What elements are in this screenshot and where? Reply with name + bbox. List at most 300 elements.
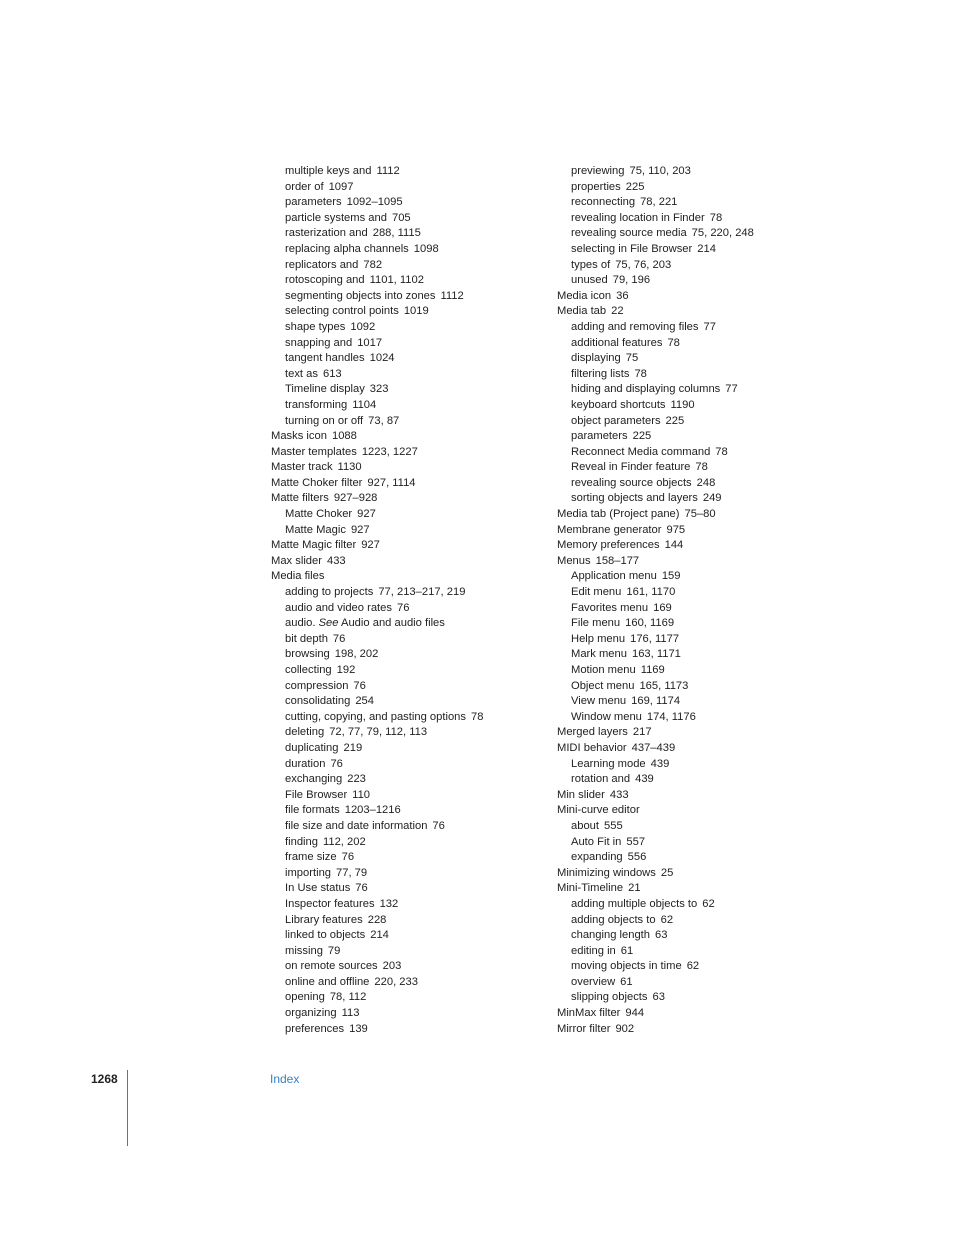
index-term: types of — [571, 258, 611, 271]
index-term: Application menu — [571, 570, 657, 583]
index-subentry — [271, 866, 571, 882]
index-page-refs: 1223, 1227 — [361, 445, 418, 458]
index-page-refs: 556 — [627, 851, 647, 864]
index-term: importing — [285, 866, 332, 879]
index-page-refs: 165, 1173 — [639, 679, 689, 692]
index-page-refs: 158–177 — [595, 554, 640, 567]
index-subentry — [271, 928, 571, 944]
index-page-refs: 73, 87 — [368, 414, 400, 427]
index-page-refs: 144 — [664, 539, 684, 552]
index-term: compression — [285, 679, 349, 692]
index-page-refs: 132 — [379, 897, 399, 910]
index-term: editing in — [571, 944, 616, 957]
index-term: unused — [571, 274, 608, 287]
index-page-refs: 62 — [686, 960, 700, 973]
index-entry — [271, 460, 571, 476]
index-page-refs: 139 — [349, 1022, 368, 1035]
index-subentry — [557, 757, 857, 773]
index-page-refs: 217 — [632, 726, 652, 739]
index-page-refs: 75, 220, 248 — [691, 227, 754, 240]
index-page-refs: 61 — [620, 944, 634, 957]
index-subentry — [271, 336, 571, 352]
index-term: bit depth — [285, 632, 328, 645]
index-subentry — [271, 258, 571, 274]
index-subentry — [271, 725, 571, 741]
index-term: file size and date information — [285, 819, 428, 832]
index-page-refs: 557 — [626, 835, 646, 848]
index-subentry — [271, 1006, 571, 1022]
index-term: multiple keys and — [285, 165, 372, 177]
index-subentry — [271, 382, 571, 398]
index-term: Library features — [285, 913, 363, 926]
index-entry — [557, 788, 857, 804]
index-entry — [271, 445, 571, 461]
index-term: replacing alpha channels — [285, 242, 409, 255]
index-page-refs: 174, 1176 — [646, 710, 696, 723]
index-subentry — [557, 569, 857, 585]
index-entry — [271, 476, 571, 492]
index-subentry — [271, 398, 571, 414]
index-page-refs: 75–80 — [684, 508, 716, 521]
index-page-refs: 78 — [715, 445, 728, 458]
index-page-refs: 1019 — [403, 305, 429, 318]
index-page-refs: 77 — [725, 383, 738, 396]
index-subentry — [271, 226, 571, 242]
index-term: Membrane generator — [557, 523, 662, 536]
index-page-refs: 1088 — [331, 430, 357, 443]
index-subentry — [557, 679, 857, 695]
index-page-refs: 160, 1169 — [625, 617, 675, 630]
index-subentry — [271, 523, 571, 539]
index-page-refs: 555 — [604, 819, 623, 832]
index-page-refs: 1112 — [440, 289, 464, 302]
index-term: Media icon — [557, 289, 612, 302]
index-term: Master track — [271, 461, 333, 474]
index-page-refs: 21 — [628, 882, 641, 895]
index-page-refs: 198, 202 — [334, 648, 379, 661]
index-term: opening — [285, 991, 325, 1004]
index-page-refs: 110 — [352, 788, 371, 801]
index-page-refs: 76 — [341, 851, 355, 864]
index-term: audio. — [285, 617, 316, 630]
index-page-refs: 1098 — [413, 242, 439, 255]
index-page-refs: 163, 1171 — [631, 648, 681, 661]
index-term: missing — [285, 944, 323, 957]
index-page-refs: 228 — [367, 913, 387, 926]
index-page-refs: 1092–1095 — [346, 196, 403, 209]
index-subentry — [271, 242, 571, 258]
index-page-refs: 613 — [322, 367, 342, 380]
index-subentry — [271, 663, 571, 679]
index-term: rotoscoping and — [285, 274, 365, 287]
index-term: on remote sources — [285, 960, 378, 973]
index-subentry — [271, 710, 571, 726]
index-term: MinMax filter — [557, 1007, 621, 1020]
index-column-left — [271, 164, 571, 1037]
index-term: linked to objects — [285, 929, 366, 942]
index-subentry — [271, 788, 571, 804]
index-subentry — [557, 990, 857, 1006]
index-page-refs: 705 — [391, 211, 411, 224]
index-term: Timeline display — [285, 383, 365, 396]
index-subentry — [557, 850, 857, 866]
index-subentry — [557, 211, 857, 227]
index-page-refs: 439 — [650, 757, 670, 770]
index-page-refs: 78 — [634, 367, 647, 380]
index-subentry — [557, 913, 857, 929]
index-page-refs: 192 — [336, 664, 356, 676]
index-subentry — [271, 990, 571, 1006]
index-term: finding — [285, 835, 318, 848]
index-term: transforming — [285, 398, 348, 411]
index-page-refs: 76 — [355, 882, 368, 895]
index-page-refs: 169, 1174 — [631, 695, 681, 708]
index-term: duplicating — [285, 741, 339, 754]
index-subentry — [271, 164, 571, 180]
index-term: Help menu — [571, 632, 626, 645]
index-term: Mirror filter — [557, 1022, 611, 1035]
index-page-refs: 1097 — [328, 180, 354, 193]
index-term: object parameters — [571, 414, 661, 427]
index-page-refs: 1101, 1102 — [369, 274, 424, 287]
index-term: slipping objects — [571, 991, 648, 1004]
index-term: revealing source objects — [571, 476, 692, 489]
index-page-refs: 1092 — [350, 320, 376, 333]
index-term: adding to projects — [285, 586, 374, 599]
index-term: Mark menu — [571, 648, 627, 661]
index-term: sorting objects and layers — [571, 492, 698, 505]
index-subentry — [557, 819, 857, 835]
index-page-refs: 944 — [625, 1007, 645, 1020]
index-term: Reveal in Finder feature — [571, 461, 691, 474]
index-term: browsing — [285, 648, 330, 661]
index-page-refs: 323 — [369, 383, 389, 396]
index-subentry — [271, 616, 571, 632]
index-term: Learning mode — [571, 757, 646, 770]
index-page-refs: 25 — [660, 866, 674, 879]
index-term: View menu — [571, 695, 627, 708]
index-term: Matte Magic filter — [271, 539, 357, 552]
index-entry — [271, 569, 571, 585]
index-subentry — [271, 195, 571, 211]
index-term: duration — [285, 757, 326, 770]
index-page-refs: 927–928 — [333, 492, 378, 505]
index-page-refs: 62 — [660, 913, 674, 926]
index-subentry — [271, 835, 571, 851]
index-subentry — [271, 367, 571, 383]
see-reference-target: Audio and audio files — [341, 617, 445, 630]
index-page-refs: 76 — [432, 819, 445, 832]
index-term: filtering lists — [571, 367, 630, 380]
index-page-refs: 76 — [330, 757, 343, 770]
index-subentry — [271, 959, 571, 975]
index-subentry — [557, 491, 857, 507]
index-page-refs: 112, 202 — [322, 835, 366, 848]
index-subentry — [557, 164, 857, 180]
page-number: 1268 — [91, 1072, 118, 1086]
index-term: hiding and displaying columns — [571, 383, 721, 396]
see-reference-label: See — [318, 617, 339, 630]
index-entry — [557, 1022, 857, 1038]
index-term: tangent handles — [285, 352, 365, 365]
index-term: Object menu — [571, 679, 635, 692]
index-term: selecting control points — [285, 305, 399, 318]
index-page-refs: 433 — [609, 788, 629, 801]
index-page-refs: 214 — [370, 929, 389, 942]
index-term: Motion menu — [571, 664, 636, 676]
index-page-refs: 75, 76, 203 — [615, 258, 672, 271]
index-term: adding objects to — [571, 913, 656, 926]
index-term: MIDI behavior — [557, 741, 627, 754]
index-term: Merged layers — [557, 726, 628, 739]
index-term: File menu — [571, 617, 621, 630]
index-page-refs: 254 — [355, 695, 374, 708]
index-term: preferences — [285, 1022, 345, 1035]
index-page-refs: 159 — [661, 570, 681, 583]
index-subentry — [557, 928, 857, 944]
index-term: Media files — [271, 570, 325, 583]
index-subentry — [557, 944, 857, 960]
index-term: about — [571, 819, 599, 832]
index-page-refs: 75, 110, 203 — [629, 165, 691, 177]
index-term: snapping and — [285, 336, 353, 349]
index-page-refs: 1017 — [357, 336, 383, 349]
index-subentry — [557, 835, 857, 851]
index-term: Edit menu — [571, 586, 622, 599]
index-term: adding and removing files — [571, 320, 699, 333]
index-term: segmenting objects into zones — [285, 289, 436, 302]
index-term: organizing — [285, 1007, 337, 1020]
index-subentry — [557, 632, 857, 648]
index-page-refs: 77, 79 — [336, 866, 368, 879]
index-term: overview — [571, 975, 616, 988]
index-subentry — [557, 351, 857, 367]
index-term: keyboard shortcuts — [571, 398, 666, 411]
index-subentry — [557, 663, 857, 679]
index-term: rasterization and — [285, 227, 368, 240]
index-term: Mini-curve editor — [557, 804, 640, 817]
index-page-refs: 225 — [632, 430, 652, 443]
index-entry — [271, 554, 571, 570]
index-subentry — [271, 741, 571, 757]
index-page-refs: 1169 — [640, 664, 665, 676]
index-page-refs: 1104 — [352, 398, 377, 411]
index-subentry — [557, 476, 857, 492]
index-subentry — [271, 850, 571, 866]
index-term: previewing — [571, 165, 625, 177]
index-subentry — [271, 897, 571, 913]
index-page-refs: 927 — [361, 539, 380, 552]
index-term: turning on or off — [285, 414, 364, 427]
index-page-refs: 78 — [709, 211, 723, 224]
index-subentry — [271, 975, 571, 991]
index-page-refs: 223 — [347, 773, 366, 786]
index-entry — [557, 803, 857, 819]
index-subentry — [557, 398, 857, 414]
index-term: collecting — [285, 664, 332, 676]
index-subentry — [557, 258, 857, 274]
index-entry — [557, 523, 857, 539]
index-page-refs: 1190 — [670, 398, 695, 411]
index-term: Mini-Timeline — [557, 882, 624, 895]
index-page-refs: 79 — [327, 944, 341, 957]
index-page-refs: 72, 77, 79, 112, 113 — [329, 726, 428, 739]
index-subentry — [557, 226, 857, 242]
index-page-refs: 288, 1115 — [372, 227, 421, 240]
index-entry — [557, 289, 857, 305]
index-term: text as — [285, 367, 318, 380]
index-subentry — [271, 944, 571, 960]
index-subentry — [271, 180, 571, 196]
index-page-refs: 78, 221 — [640, 196, 678, 209]
index-subentry — [557, 180, 857, 196]
index-entry — [557, 866, 857, 882]
index-subentry — [557, 959, 857, 975]
index-term: changing length — [571, 929, 651, 942]
index-page-refs: 1112 — [376, 165, 400, 177]
index-page-refs: 76 — [396, 601, 410, 614]
index-subentry — [271, 211, 571, 227]
index-page-refs: 78 — [695, 461, 708, 474]
index-term: online and offline — [285, 975, 370, 988]
index-page-refs: 22 — [611, 305, 624, 318]
index-page-refs: 161, 1170 — [626, 586, 676, 599]
index-subentry — [557, 616, 857, 632]
index-page-refs: 36 — [616, 289, 629, 302]
index-term: In Use status — [285, 882, 351, 895]
index-term: particle systems and — [285, 211, 387, 224]
index-term: Window menu — [571, 710, 642, 723]
footer-divider — [127, 1070, 128, 1146]
index-page-refs: 220, 233 — [374, 975, 418, 988]
index-page-refs: 975 — [666, 523, 686, 536]
index-page-refs: 1024 — [369, 352, 395, 365]
index-subentry — [557, 242, 857, 258]
index-subentry — [557, 460, 857, 476]
index-subentry — [271, 585, 571, 601]
index-term: properties — [571, 180, 621, 193]
index-subentry — [271, 320, 571, 336]
index-page-refs: 61 — [620, 975, 633, 988]
index-term: revealing location in Finder — [571, 211, 705, 224]
index-page-refs: 76 — [353, 679, 366, 692]
index-page-refs: 76 — [332, 632, 346, 645]
index-page-refs: 782 — [363, 258, 383, 271]
index-subentry — [557, 772, 857, 788]
index-entry — [271, 491, 571, 507]
index-subentry — [271, 507, 571, 523]
index-page-refs: 63 — [655, 929, 668, 942]
index-page-refs: 77 — [703, 320, 716, 333]
index-subentry — [557, 195, 857, 211]
index-term: replicators and — [285, 258, 359, 271]
index-subentry — [271, 304, 571, 320]
index-page-refs: 79, 196 — [612, 274, 651, 287]
index-subentry — [271, 351, 571, 367]
index-subentry — [557, 382, 857, 398]
index-subentry — [557, 336, 857, 352]
index-page-refs: 62 — [702, 897, 715, 910]
index-subentry — [557, 710, 857, 726]
index-term: audio and video rates — [285, 601, 392, 614]
index-page-refs: 78 — [471, 710, 484, 723]
index-term: adding multiple objects to — [571, 897, 698, 910]
index-subentry — [271, 273, 571, 289]
index-page-refs: 1203–1216 — [344, 804, 401, 817]
index-term: Media tab (Project pane) — [557, 508, 680, 521]
index-term: Reconnect Media command — [571, 445, 711, 458]
index-subentry — [557, 414, 857, 430]
index-subentry — [271, 679, 571, 695]
index-term: additional features — [571, 336, 663, 349]
index-term: Menus — [557, 554, 591, 567]
index-term: file formats — [285, 804, 340, 817]
index-term: Max slider — [271, 554, 322, 567]
index-page-refs: 214 — [697, 242, 716, 255]
index-term: shape types — [285, 320, 346, 333]
index-term: Media tab — [557, 305, 607, 318]
index-entry — [557, 507, 857, 523]
index-subentry — [271, 913, 571, 929]
index-page-refs: 225 — [625, 180, 645, 193]
index-page-refs: 113 — [341, 1007, 360, 1020]
index-term: Matte Choker filter — [271, 476, 363, 489]
footer-section-label: Index — [270, 1072, 300, 1086]
index-term: Auto Fit in — [571, 835, 622, 848]
index-subentry — [271, 772, 571, 788]
index-term: Matte filters — [271, 492, 329, 505]
index-subentry — [271, 289, 571, 305]
index-term: cutting, copying, and pasting options — [285, 710, 466, 723]
index-term: exchanging — [285, 773, 343, 786]
index-subentry — [557, 445, 857, 461]
index-page-refs: 927 — [357, 508, 376, 521]
index-page-refs: 203 — [382, 960, 402, 973]
index-subentry — [271, 803, 571, 819]
index-term: rotation and — [571, 773, 631, 786]
index-page-refs: 902 — [615, 1022, 635, 1035]
index-term: selecting in File Browser — [571, 242, 693, 255]
index-page-refs: 77, 213–217, 219 — [378, 586, 466, 599]
index-term: Inspector features — [285, 897, 375, 910]
index-term: order of — [285, 180, 324, 193]
index-column-right — [557, 164, 857, 1037]
index-subentry — [271, 1022, 571, 1038]
index-page-refs: 433 — [326, 554, 346, 567]
index-term: Favorites menu — [571, 601, 649, 614]
index-subentry — [271, 601, 571, 617]
index-subentry — [557, 975, 857, 991]
index-entry — [271, 429, 571, 445]
index-subentry — [557, 367, 857, 383]
index-entry — [557, 1006, 857, 1022]
index-page-refs: 248 — [696, 476, 716, 489]
index-page-refs: 225 — [665, 414, 685, 427]
index-term: Memory preferences — [557, 539, 660, 552]
index-subentry — [557, 897, 857, 913]
index-subentry — [271, 757, 571, 773]
index-subentry — [557, 320, 857, 336]
index-entry — [271, 538, 571, 554]
index-subentry — [271, 819, 571, 835]
index-term: Minimizing windows — [557, 866, 656, 879]
index-page-refs: 1130 — [337, 461, 362, 474]
index-term: expanding — [571, 851, 623, 864]
index-page-refs: 249 — [702, 492, 722, 505]
index-subentry — [271, 694, 571, 710]
index-term: reconnecting — [571, 196, 636, 209]
index-term: File Browser — [285, 788, 348, 801]
